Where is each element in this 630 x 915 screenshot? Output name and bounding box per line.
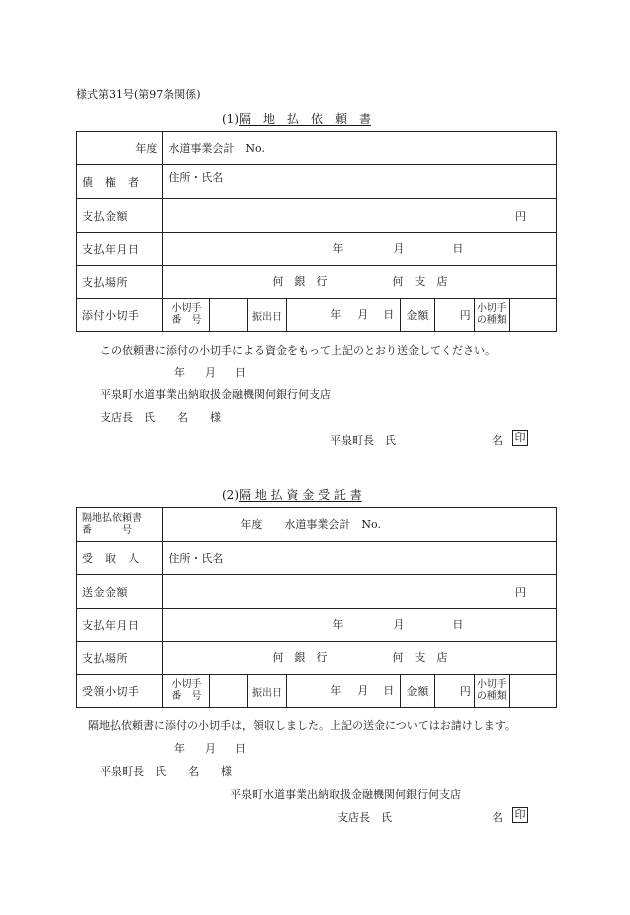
- section1-title: [222, 110, 371, 127]
- section2-title-text: 隔 地 払 資 金 受 託 書: [239, 488, 362, 502]
- date-line-day: 日: [235, 366, 246, 379]
- pay-place-label: 支払場所: [77, 266, 163, 299]
- check-label: 添付小切手: [77, 299, 163, 332]
- pay-date-field[interactable]: [163, 233, 557, 266]
- nendo-label: 年度: [77, 132, 163, 165]
- remit-label: 送金金額: [77, 575, 163, 609]
- year-unit-2: 年: [332, 618, 344, 631]
- day-unit: 日: [452, 242, 464, 255]
- amount-label: 支払金額: [77, 199, 163, 233]
- account-field[interactable]: 水道事業会計 No.: [163, 132, 557, 165]
- nendo-account: 年度 水道事業会計 No.: [240, 517, 381, 531]
- form-number: 様式第31号(第97条関係): [76, 88, 201, 101]
- pay-date-field-2[interactable]: [163, 609, 557, 642]
- sender-title: 平泉町長 氏: [330, 434, 396, 447]
- check-no-label-2: 小切手 番 号: [163, 675, 210, 708]
- sender-name: 名: [492, 434, 503, 447]
- date-line-day-2: 日: [235, 742, 246, 755]
- issue-year: 年: [330, 308, 342, 321]
- bank-name: 何 銀 行: [272, 275, 328, 288]
- seal-stamp: 印: [512, 430, 528, 446]
- remit-field[interactable]: [163, 575, 557, 609]
- check-yen-unit-2: 円: [459, 685, 471, 698]
- check-type-label: 小切手 の種類: [474, 299, 509, 332]
- date-line-year: 年: [174, 366, 185, 379]
- yen-unit: 円: [515, 209, 526, 223]
- check-type-label-2: 小切手 の種類: [474, 675, 509, 708]
- sender-name-2: 名: [492, 811, 503, 824]
- req-no-label: 隔地払依頼書 番 号: [77, 508, 163, 542]
- issue-date-label: 振出日: [247, 299, 287, 332]
- receiver-field[interactable]: [163, 542, 557, 575]
- creditor-label: 債 権 者: [77, 165, 163, 199]
- branch-name-2: 何 支 店: [392, 651, 448, 664]
- section1-title-prefix: (1): [222, 112, 239, 126]
- check-amount-field[interactable]: [435, 299, 475, 332]
- receipt-text: 隔地払依頼書に添付の小切手は，領収しました。上記の送金についてはお請けします。: [88, 719, 516, 732]
- request-text: この依頼書に添付の小切手による資金をもって上記のとおり送金してください。: [100, 344, 496, 357]
- pay-place-field-2[interactable]: [163, 642, 557, 675]
- yen-unit-2: 円: [515, 585, 526, 599]
- address-name-label-2: 住所・氏名: [168, 552, 224, 565]
- date-line-month: 月: [205, 366, 216, 379]
- check-no-field[interactable]: [210, 299, 247, 332]
- addressee: 平泉町水道事業出納取扱金融機関何銀行何支店: [100, 388, 331, 401]
- issue-day-2: 日: [383, 684, 395, 697]
- month-unit-2: 月: [393, 618, 405, 631]
- month-unit: 月: [393, 242, 405, 255]
- pay-place-field[interactable]: [163, 266, 557, 299]
- pay-date-label: 支払年月日: [77, 233, 163, 266]
- sender-bank: 平泉町水道事業出納取扱金融機関何銀行何支店: [230, 788, 461, 801]
- issue-month: 月: [357, 308, 369, 321]
- receiver-label: 受 取 人: [77, 542, 163, 575]
- issue-date-field[interactable]: [287, 299, 400, 332]
- check-label-2: 受領小切手: [77, 675, 163, 708]
- issue-month-2: 月: [357, 684, 369, 697]
- kingaku-label: 金額: [400, 299, 434, 332]
- check-no-field-2[interactable]: [210, 675, 247, 708]
- amount-field[interactable]: [163, 199, 557, 233]
- pay-place-label-2: 支払場所: [77, 642, 163, 675]
- req-no-field[interactable]: [163, 508, 557, 542]
- seal-stamp-2: 印: [512, 807, 528, 823]
- issue-day: 日: [383, 308, 395, 321]
- section1-title-text: 隔 地 払 依 頼 書: [239, 112, 372, 126]
- year-unit: 年: [332, 242, 344, 255]
- creditor-field[interactable]: [163, 165, 557, 199]
- check-no-label: 小切手 番 号: [163, 299, 210, 332]
- date-line-month-2: 月: [205, 742, 216, 755]
- check-type-field-2[interactable]: [510, 675, 557, 708]
- issue-date-field-2[interactable]: [287, 675, 400, 708]
- section2-title: [222, 486, 362, 503]
- date-line-year-2: 年: [174, 742, 185, 755]
- pay-date-label-2: 支払年月日: [77, 609, 163, 642]
- check-amount-field-2[interactable]: [435, 675, 475, 708]
- section1-table: [76, 131, 557, 332]
- sender-title-2: 支店長 氏: [337, 811, 392, 824]
- section2-table: [76, 507, 557, 708]
- section2-title-prefix: (2): [222, 488, 239, 502]
- address-name-label: 住所・氏名: [168, 171, 224, 184]
- issue-year-2: 年: [330, 684, 342, 697]
- kingaku-label-2: 金額: [400, 675, 434, 708]
- branch-name: 何 支 店: [392, 275, 448, 288]
- check-type-field[interactable]: [510, 299, 557, 332]
- addressee-2: 平泉町長 氏 名 様: [100, 765, 232, 778]
- check-yen-unit: 円: [459, 309, 471, 322]
- branch-chief: 支店長 氏 名 様: [100, 411, 221, 424]
- bank-name-2: 何 銀 行: [272, 651, 328, 664]
- issue-date-label-2: 振出日: [247, 675, 287, 708]
- day-unit-2: 日: [452, 618, 464, 631]
